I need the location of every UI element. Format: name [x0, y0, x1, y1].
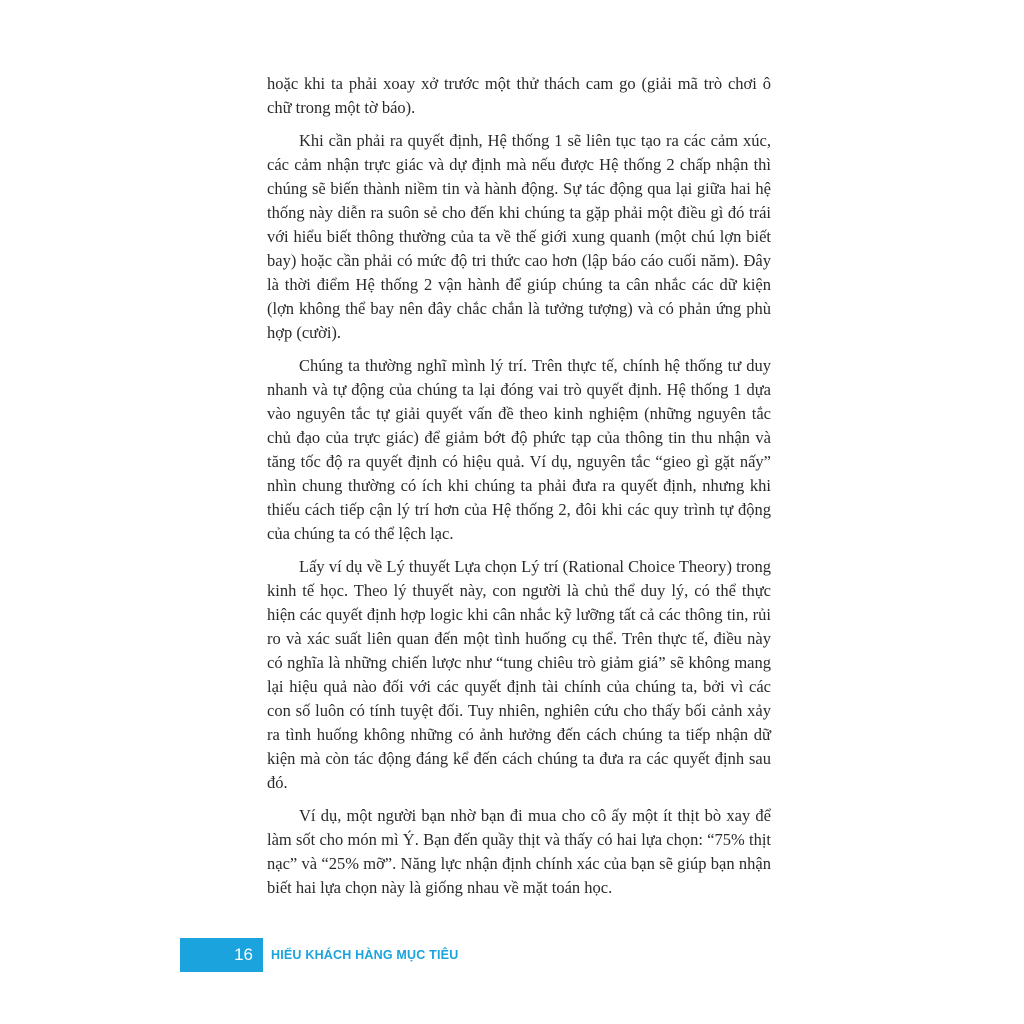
paragraph: Khi cần phải ra quyết định, Hệ thống 1 sẽ liên tục tạo ra các cảm xúc, các cảm nhận trực giác và dự định mà nếu được Hệ thống 2 chấp nhận thì chúng sẽ biến thành niềm tin và hành động. Sự tác động qua lại giữa hai hệ thống này diễn ra suôn sẻ cho đến khi chúng ta gặp phải một điều gì đó trái với hiểu biết thông thường của ta về thế giới xung quanh (một chú lợn biết bay) hoặc cần phải có mức độ tri thức cao hơn (lập báo cáo cuối năm). Đây là thời điểm Hệ thống 2 vận hành để giúp chúng ta cân nhắc các dữ kiện (lợn không thể bay nên đây chắc chắn là tưởng tượng) và có phản ứng phù hợp (cười).	[267, 131, 771, 342]
page-footer	[180, 938, 458, 972]
body-text	[267, 72, 771, 909]
paragraph: Chúng ta thường nghĩ mình lý trí. Trên thực tế, chính hệ thống tư duy nhanh và tự động của chúng ta lại đóng vai trò quyết định. Hệ thống 1 dựa vào nguyên tắc tự giải quyết vấn đề theo kinh nghiệm (những nguyên tắc chủ đạo của trực giác) để giảm bớt độ phức tạp của thông tin thu nhận và tăng tốc độ ra quyết định có hiệu quả. Ví dụ, nguyên tắc “gieo gì gặt nấy” nhìn chung thường có ích khi chúng ta phải đưa ra quyết định, nhưng khi thiếu cách tiếp cận lý trí hơn của Hệ thống 2, đôi khi các quy trình tự động của chúng ta có thể lệch lạc.	[267, 356, 771, 543]
paragraph: Ví dụ, một người bạn nhờ bạn đi mua cho cô ấy một ít thịt bò xay để làm sốt cho món mì Ý. Bạn đến quầy thịt và thấy có hai lựa chọn: “75% thịt nạc” và “25% mỡ”. Năng lực nhận định chính xác của bạn sẽ giúp bạn nhận biết hai lựa chọn này là giống nhau về mặt toán học.	[267, 806, 771, 897]
running-title: HIỂU KHÁCH HÀNG MỤC TIÊU	[271, 948, 459, 962]
paragraph-continuation: hoặc khi ta phải xoay xở trước một thử thách cam go (giải mã trò chơi ô chữ trong một tờ báo).	[267, 74, 771, 117]
page-number: 16	[234, 945, 253, 964]
paragraph: Lấy ví dụ về Lý thuyết Lựa chọn Lý trí (Rational Choice Theory) trong kinh tế học. Theo lý thuyết này, con người là chủ thể duy lý, có thể thực hiện các quyết định hợp logic khi cân nhắc kỹ lưỡng tất cả các thông tin, rủi ro và xác suất liên quan đến một tình huống cụ thể. Trên thực tế, điều này có nghĩa là những chiến lược như “tung chiêu trò giảm giá” sẽ không mang lại hiệu quả nào đối với các quyết định tài chính của chúng ta, bởi vì các con số luôn có tính tuyệt đối. Tuy nhiên, nghiên cứu cho thấy bối cảnh xảy ra tình huống không những có ảnh hưởng đến cách chúng ta tiếp nhận dữ kiện mà còn tác động đáng kể đến cách chúng ta đưa ra các quyết định sau đó.	[267, 557, 771, 792]
page-number-badge	[180, 938, 263, 972]
